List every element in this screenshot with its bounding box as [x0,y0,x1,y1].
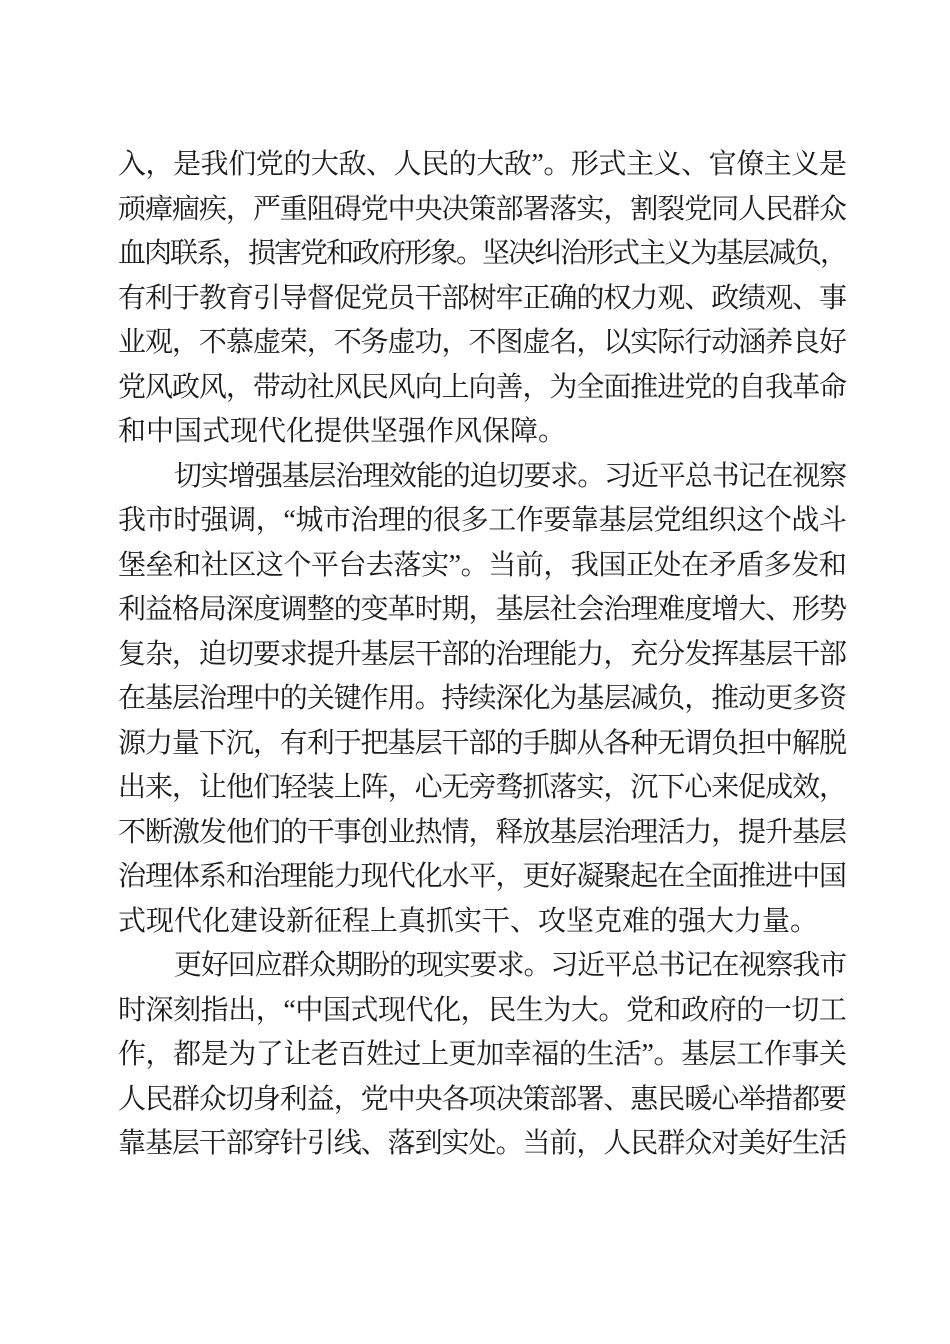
text-line: 有利于教育引导督促党员干部树牢正确的权力观、政绩观、事 [118,282,847,314]
text-line: 党风政风，带动社风民风向上向善，为全面推进党的自我革命 [118,371,847,403]
text-line: 血肉联系，损害党和政府形象。坚决纠治形式主义为基层减负， [118,238,847,269]
text-line: 人民群众切身利益，党中央各项决策部署、惠民暖心举措都要 [118,1083,847,1115]
text-line: 治理体系和治理能力现代化水平，更好凝聚起在全面推进中国 [118,861,847,892]
text-line: 我市时强调，“城市治理的很多工作要靠基层党组织这个战斗 [118,505,847,536]
text-line: 靠基层干部穿针引线、落到实处。当前，人民群众对美好生活 [118,1128,847,1159]
text-line: 在基层治理中的关键作用。持续深化为基层减负，推动更多资 [118,683,847,714]
paragraph [118,455,846,945]
text-line: 源力量下沉，有利于把基层干部的手脚从各种无谓负担中解脱 [118,727,847,759]
text-line: 切实增强基层治理效能的迫切要求。习近平总书记在视察 [174,460,847,492]
text-line: 时深刻指出，“中国式现代化，民生为大。党和政府的一切工 [118,994,847,1026]
text-line: 作，都是为了让老百姓过上更加幸福的生活”。基层工作事关 [118,1039,847,1070]
text-line: 和中国式现代化提供坚强作风保障。 [118,416,567,447]
paragraph [118,143,846,455]
paragraph [118,944,846,1167]
text-line: 顽瘴痼疾，严重阻碍党中央决策部署落实，割裂党同人民群众 [118,193,847,225]
text-line: 业观，不慕虚荣，不务虚功，不图虚名，以实际行动涵养良好 [118,327,847,358]
text-line: 利益格局深度调整的变革时期，基层社会治理难度增大、形势 [118,594,847,625]
text-line: 入，是我们党的大敌、人民的大敌”。形式主义、官僚主义是 [118,149,847,180]
text-line: 堡垒和社区这个平台去落实”。当前，我国正处在矛盾多发和 [118,549,847,581]
text-line: 复杂，迫切要求提升基层干部的治理能力，充分发挥基层干部 [118,638,847,670]
text-line: 不断激发他们的干事创业热情，释放基层治理活力，提升基层 [118,816,847,848]
document-body [118,143,846,1167]
text-line: 式现代化建设新征程上真抓实干、攻坚克难的强大力量。 [118,905,819,937]
text-line: 更好回应群众期盼的现实要求。习近平总书记在视察我市 [174,950,847,981]
text-line: 出来，让他们轻装上阵，心无旁骛抓落实，沉下心来促成效， [118,772,847,803]
